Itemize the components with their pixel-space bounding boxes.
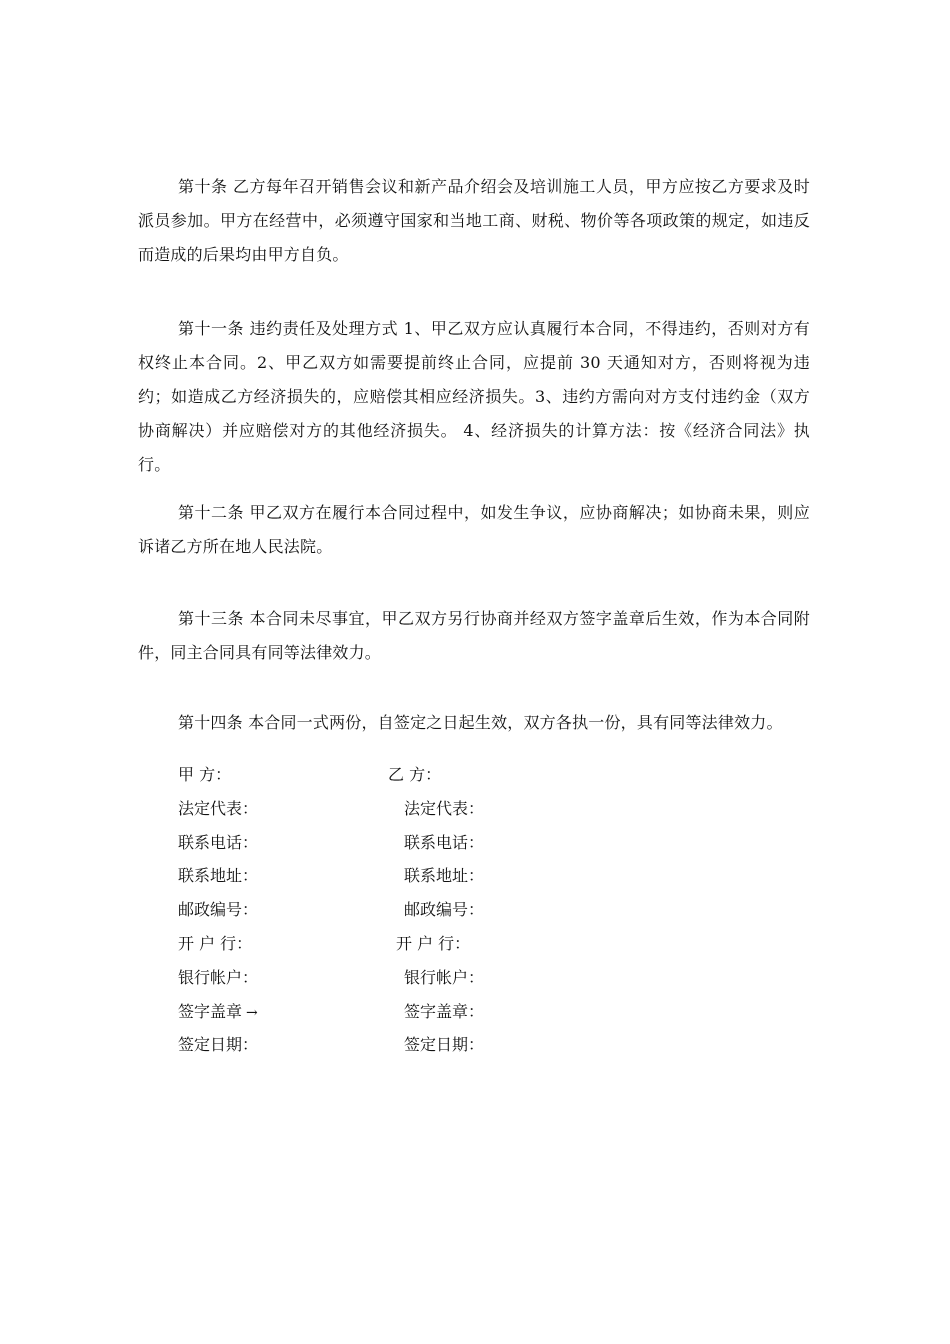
arrow-icon: →	[246, 1004, 258, 1021]
signature-row-address	[178, 859, 778, 893]
party-b-account-label: 银行帐户：	[404, 967, 485, 987]
party-a-seal-text: 签字盖章	[178, 1001, 243, 1021]
signature-row-date	[178, 1028, 778, 1062]
party-b-phone-label: 联系电话：	[404, 832, 485, 852]
party-b-seal-label: 签字盖章：	[404, 1001, 485, 1021]
party-a-seal-label	[178, 995, 258, 1031]
signature-row-bank	[178, 927, 778, 961]
clause-11: 第十一条 违约责任及处理方式 1、甲乙双方应认真履行本合同，不得违约，否则对方有权终止本合同。2、甲乙双方如需要提前终止合同，应提前 30 天通知对方，否则将视为违约；如造成乙方经济损失的，应赔偿其相应经济损失。3、违约方需向对方支付违约金（双方协商解决）并应赔偿对方的其他经济损失。 4、经济损失的计算方法：按《经济合同法》执行。	[138, 319, 810, 474]
party-a-phone-label: 联系电话：	[178, 832, 259, 852]
signature-row-phone	[178, 826, 778, 860]
signature-block	[178, 758, 778, 1062]
party-b-address-label: 联系地址：	[404, 866, 485, 886]
signature-row-postcode	[178, 893, 778, 927]
party-a-bank-label: 开 户 行：	[178, 933, 253, 953]
signature-row-seal	[178, 995, 778, 1029]
party-a-address-label: 联系地址：	[178, 866, 259, 886]
party-b-date-label: 签定日期：	[404, 1035, 485, 1055]
clause-10: 第十条 乙方每年召开销售会议和新产品介绍会及培训施工人员，甲方应按乙方要求及时派员参加。甲方在经营中，必须遵守国家和当地工商、财税、物价等各项政策的规定，如违反而造成的后果均由甲方自负。	[138, 177, 810, 264]
party-a-date-label: 签定日期：	[178, 1035, 259, 1055]
clause-12: 第十二条 甲乙双方在履行本合同过程中，如发生争议，应协商解决；如协商未果，则应诉诸乙方所在地人民法院。	[138, 503, 810, 556]
clause-14: 第十四条 本合同一式两份，自签定之日起生效，双方各执一份，具有同等法律效力。	[178, 713, 783, 732]
clause-13: 第十三条 本合同未尽事宜，甲乙双方另行协商并经双方签字盖章后生效，作为本合同附件，同主合同具有同等法律效力。	[138, 609, 810, 662]
party-b-postcode-label: 邮政编号：	[404, 900, 485, 920]
party-b-bank-label: 开 户 行：	[396, 933, 471, 953]
signature-row-party	[178, 758, 778, 792]
party-a-label: 甲 方：	[178, 765, 232, 784]
party-a-representative-label: 法定代表：	[178, 798, 259, 818]
signature-row-account	[178, 961, 778, 995]
party-b-representative-label: 法定代表：	[404, 798, 485, 818]
signature-row-representative	[178, 792, 778, 826]
party-a-account-label: 银行帐户：	[178, 967, 259, 987]
party-b-label: 乙 方：	[388, 765, 442, 784]
party-a-postcode-label: 邮政编号：	[178, 900, 259, 920]
